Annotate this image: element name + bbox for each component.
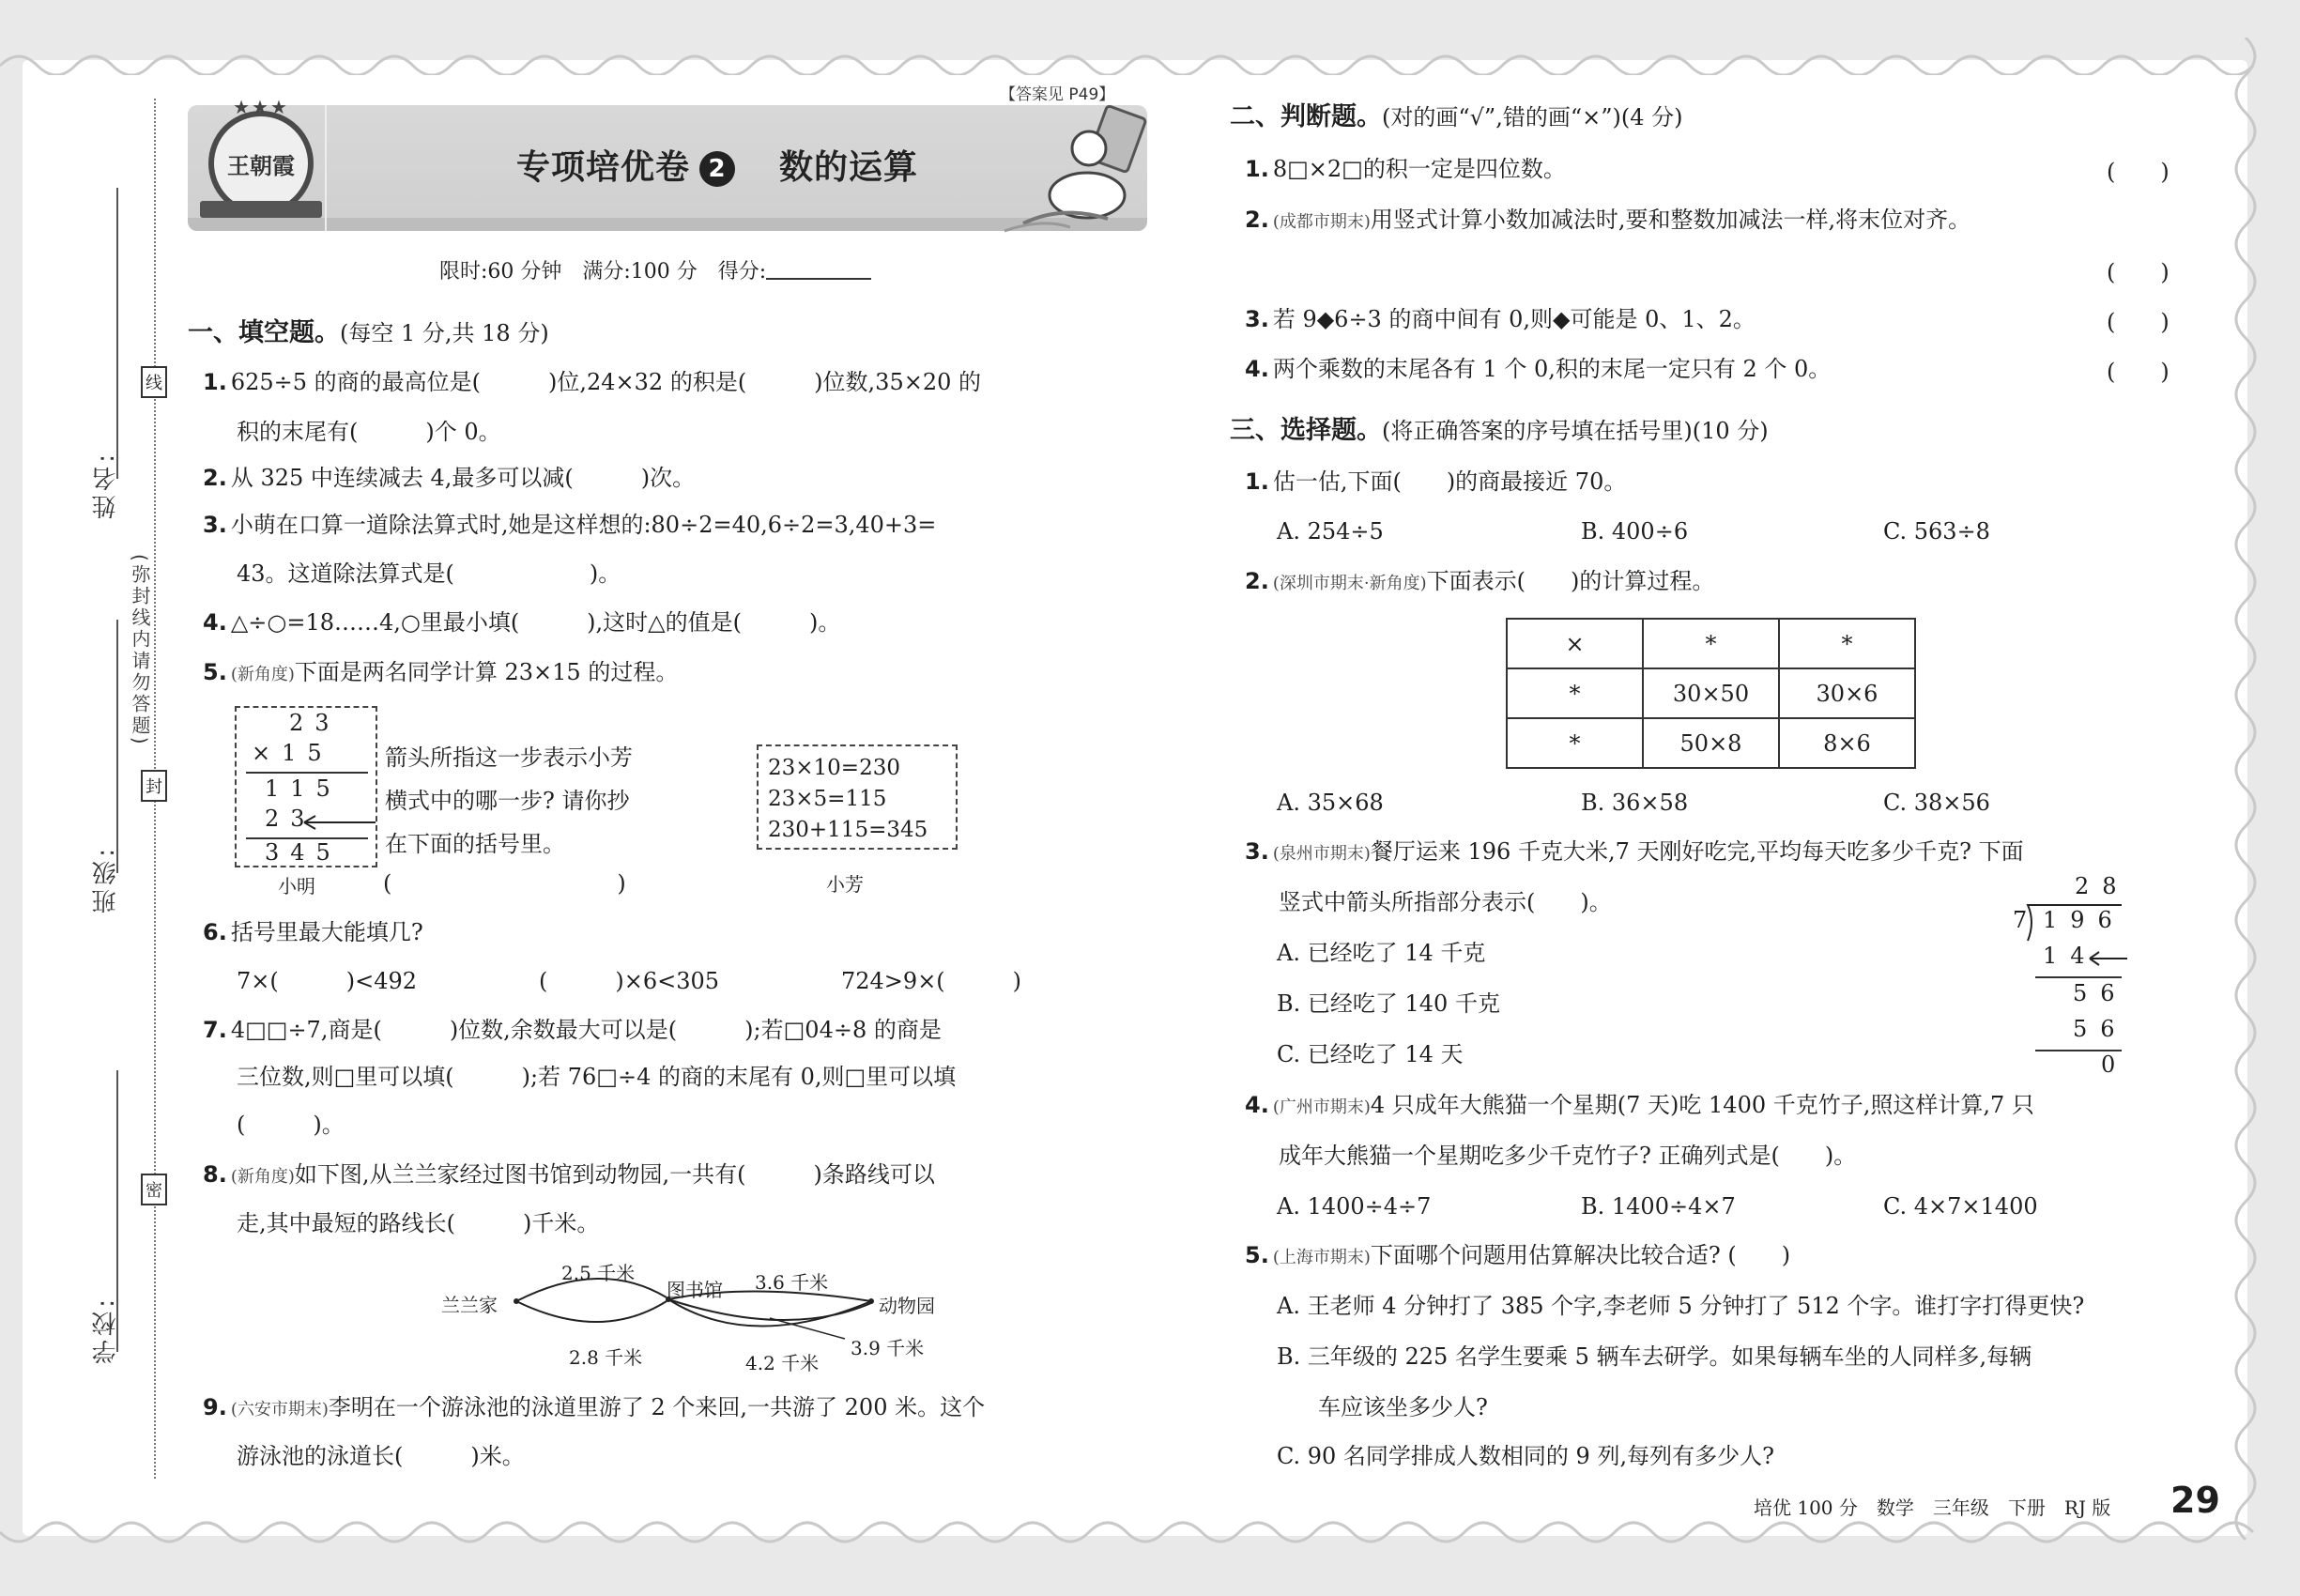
s3-q5-opt-b2: 车应该坐多少人? [1318, 1394, 1488, 1420]
q-number: 3. [203, 512, 227, 538]
section2-heading [1230, 101, 1682, 133]
q-number: 3. [1245, 838, 1269, 865]
answer-reference: 【答案见 P49】 [1000, 85, 1115, 104]
division-step1: 14 [2043, 943, 2098, 969]
s3-q5-opt-a[interactable]: A. 王老师 4 分钟打了 385 个字,李老师 5 分钟打了 512 个字。谁打字打得更快? [1277, 1293, 2085, 1319]
s3-q3-opt-b[interactable]: B. 已经吃了 140 千克 [1277, 990, 1500, 1017]
s3-q5 [1245, 1239, 1790, 1274]
seal-mi: 密 [141, 1174, 167, 1205]
section1-title: 一、填空题。 [188, 318, 340, 347]
logo-text: 王朝霞 [227, 151, 295, 179]
division-rule [2035, 976, 2122, 978]
s3-q3-line2: 竖式中箭头所指部分表示( )。 [1279, 889, 1612, 915]
q-number: 8. [203, 1161, 227, 1188]
s1-q4 [203, 606, 840, 638]
title-number-badge: 2 [699, 151, 735, 187]
q-number: 4. [203, 609, 227, 636]
q-number: 4. [1245, 356, 1269, 382]
q2-text: 从 325 中连续减去 4,最多可以减( )次。 [230, 465, 696, 491]
s1-q7-line2: 三位数,则□里可以填( );若 76□÷4 的商的末尾有 0,则□里可以填 [237, 1064, 957, 1090]
section3-heading [1230, 415, 1769, 447]
class-label: 班级: [92, 845, 120, 913]
section2-title: 二、判断题。 [1230, 102, 1382, 131]
q5-answer-blank[interactable]: ( ) [383, 870, 626, 897]
s3-q3-opt-a[interactable]: A. 已经吃了 14 千克 [1277, 940, 1486, 966]
seal-xian: 线 [141, 366, 167, 398]
table-cell: 50×8 [1643, 718, 1779, 768]
wavy-top-edge [0, 38, 2300, 75]
s3-q1 [1245, 466, 1626, 498]
q6-item-c: 724>9×( ) [841, 968, 1022, 994]
s1-q5 [203, 656, 678, 691]
xm-row: 115 [265, 775, 342, 802]
s1-q9-line1 [203, 1391, 985, 1426]
page-title [516, 141, 918, 189]
s3-q4-tag: (广州市期末) [1272, 1097, 1371, 1117]
brand-logo [208, 96, 314, 216]
q-number: 7. [203, 1017, 227, 1043]
q-number: 5. [1245, 1242, 1269, 1268]
exam-meta [439, 255, 871, 284]
wavy-bottom-edge [0, 1521, 2300, 1558]
table-cell: * [1779, 619, 1915, 668]
s3-q3-opt-c[interactable]: C. 已经吃了 14 天 [1277, 1041, 1464, 1067]
judge-blank[interactable]: ( ) [2107, 259, 2170, 285]
judge-blank[interactable]: ( ) [2107, 159, 2170, 185]
division-remainder: 0 [2101, 1051, 2129, 1078]
xiaoming-calculation [235, 706, 377, 867]
section2-hint: (对的画“√”,错的画“×”)(4 分) [1382, 104, 1683, 130]
s3-q5-text: 下面哪个问题用估算解决比较合适? ( ) [1370, 1242, 1791, 1268]
arrow-left-icon [2086, 948, 2129, 969]
route-d4: 4.2 千米 [745, 1352, 820, 1374]
route-d5: 3.9 千米 [851, 1337, 925, 1359]
q-number: 2. [1245, 568, 1269, 594]
school-label: 学校: [92, 1296, 120, 1364]
exam-meta-text: 限时:60 分钟 满分:100 分 得分: [439, 260, 767, 284]
s1-q3-line1 [203, 509, 936, 541]
section3-title: 三、选择题。 [1230, 416, 1382, 445]
s1-q7-line1 [203, 1014, 942, 1046]
s2-q4 [1245, 353, 1831, 385]
s3-q2-opt-a[interactable]: A. 35×68 [1277, 790, 1384, 816]
arrow-left-icon [300, 813, 377, 832]
table-row [1507, 718, 1915, 768]
s3-q3-line1 [1245, 836, 2024, 870]
q-number: 9. [203, 1394, 227, 1420]
xf-row: 230+115=345 [768, 818, 928, 842]
q-number: 6. [203, 919, 227, 945]
title-suffix: 数的运算 [779, 148, 919, 187]
route-d2: 2.8 千米 [569, 1346, 643, 1369]
s2-q4-text: 两个乘数的末尾各有 1 个 0,积的末尾一定只有 2 个 0。 [1272, 356, 1832, 382]
division-divisor: 7 [2013, 907, 2041, 933]
s2-q2-tag: (成都市期末) [1272, 212, 1371, 232]
xiaoming-label: 小明 [278, 875, 315, 898]
seal-feng: 封 [141, 770, 167, 802]
table-cell: 8×6 [1779, 718, 1915, 768]
multiplication-table [1506, 618, 1916, 769]
logo-ribbon [200, 201, 322, 218]
s2-q1-text: 8□×2□的积一定是四位数。 [1272, 156, 1566, 182]
s1-q6 [203, 916, 423, 948]
s3-q4-line1 [1245, 1089, 2034, 1124]
s3-q1-opt-b[interactable]: B. 400÷6 [1581, 518, 1689, 545]
s3-q4-opt-c[interactable]: C. 4×7×1400 [1883, 1193, 2038, 1220]
route-end: 动物园 [879, 1295, 935, 1317]
s3-q4-line2: 成年大熊猫一个星期吃多少千克竹子? 正确列式是( )。 [1279, 1143, 1857, 1169]
xiaofang-label: 小芳 [826, 873, 864, 896]
route-d3: 3.6 千米 [755, 1271, 829, 1294]
s1-q8-line2: 走,其中最短的路线长( )千米。 [237, 1210, 600, 1236]
table-cell: * [1643, 619, 1779, 668]
q5-explain-2: 横式中的哪一步? 请你抄 [385, 788, 630, 814]
page-number: 29 [2170, 1480, 2220, 1521]
q7-text-a: 4□□÷7,商是( )位数,余数最大可以是( );若□04÷8 的商是 [230, 1017, 942, 1043]
s1-q1-line1 [203, 366, 981, 398]
division-dividend: 196 [2043, 907, 2125, 933]
xf-row: 23×5=115 [768, 787, 887, 811]
s3-q5-opt-c[interactable]: C. 90 名同学排成人数相同的 9 列,每列有多少人? [1277, 1443, 1774, 1469]
crown-icon: ★★★ [233, 96, 289, 118]
s1-q8-line1 [203, 1159, 935, 1193]
xiaofang-calculation [757, 744, 958, 850]
wavy-right-edge [2234, 38, 2272, 1558]
name-label: 姓名: [92, 451, 120, 519]
xm-row: 23 [289, 710, 341, 736]
route-mid: 图书馆 [667, 1279, 723, 1301]
q6-text: 括号里最大能填几? [230, 919, 423, 945]
table-cell: * [1507, 718, 1643, 768]
q-number: 4. [1245, 1092, 1269, 1118]
q5-explain-1: 箭头所指这一步表示小芳 [385, 744, 633, 771]
s1-q3-line2: 43。这道除法算式是( )。 [237, 560, 621, 587]
s2-q1 [1245, 153, 1566, 185]
q-number: 2. [203, 465, 227, 491]
q1-text-a: 625÷5 的商的最高位是( )位,24×32 的积是( )位数,35×20 的 [230, 369, 981, 395]
xm-row: 345 [265, 839, 342, 866]
xm-row: ×15 [252, 740, 333, 766]
s3-q2-opt-b[interactable]: B. 36×58 [1581, 790, 1689, 816]
s1-q1-line2: 积的末尾有( )个 0。 [237, 419, 501, 445]
title-prefix: 专项培优卷 [516, 148, 691, 187]
route-start: 兰兰家 [441, 1294, 498, 1316]
q8-tag: (新角度) [230, 1167, 295, 1187]
s3-q3-text-a: 餐厅运来 196 千克大米,7 天刚好吃完,平均每天吃多少千克? 下面 [1370, 838, 2024, 865]
division-step2: 56 [2073, 980, 2128, 1006]
banner-divider [325, 105, 327, 231]
q8-text-a: 如下图,从兰兰家经过图书馆到动物园,一共有( )条路线可以 [294, 1161, 935, 1188]
s2-q3 [1245, 303, 1756, 335]
footer-text: 培优 100 分 数学 三年级 下册 RJ 版 [1754, 1496, 2111, 1519]
q5-tag: (新角度) [230, 665, 295, 684]
s3-q5-opt-b1[interactable]: B. 三年级的 225 名学生要乘 5 辆车去研学。如果每辆车坐的人同样多,每辆 [1277, 1343, 2032, 1370]
s3-q1-text: 估一估,下面( )的商最接近 70。 [1272, 468, 1627, 495]
s3-q5-tag: (上海市期末) [1272, 1248, 1371, 1267]
q3-text-a: 小萌在口算一道除法算式时,她是这样想的:80÷2=40,6÷2=3,40+3= [230, 512, 937, 538]
q-number: 1. [203, 369, 227, 395]
judge-blank[interactable]: ( ) [2107, 359, 2170, 385]
q-number: 1. [1245, 468, 1269, 495]
division-quotient: 28 [2075, 873, 2130, 899]
xm-rule [246, 772, 368, 774]
q-number: 5. [203, 659, 227, 685]
s3-q2-text: 下面表示( )的计算过程。 [1426, 568, 1715, 594]
section1-hint: (每空 1 分,共 18 分) [340, 320, 549, 346]
q6-item-a: 7×( )<492 [237, 968, 418, 994]
s3-q2-opt-c[interactable]: C. 38×56 [1883, 790, 1990, 816]
q4-text: △÷○=18……4,○里最小填( ),这时△的值是( )。 [230, 609, 841, 636]
table-row [1507, 619, 1915, 668]
table-row [1507, 668, 1915, 718]
table-cell: 30×50 [1643, 668, 1779, 718]
q9-tag: (六安市期末) [230, 1400, 329, 1420]
s2-q2 [1245, 204, 1970, 238]
s3-q2 [1245, 565, 1714, 600]
xf-row: 23×10=230 [768, 756, 900, 780]
s3-q1-opt-a[interactable]: A. 254÷5 [1277, 518, 1384, 545]
s3-q4-text-a: 4 只成年大熊猫一个星期(7 天)吃 1400 千克竹子,照这样计算,7 只 [1370, 1092, 2034, 1118]
section3-hint: (将正确答案的序号填在括号里)(10 分) [1382, 418, 1769, 444]
judge-blank[interactable]: ( ) [2107, 309, 2170, 335]
q-number: 2. [1245, 207, 1269, 233]
q6-item-b: ( )×6<305 [539, 968, 720, 994]
route-d1: 2.5 千米 [561, 1262, 636, 1284]
division-step3: 56 [2073, 1016, 2128, 1042]
s3-q1-opt-c[interactable]: C. 563÷8 [1883, 518, 1990, 545]
s2-q3-text: 若 9◆6÷3 的商中间有 0,则◆可能是 0、1、2。 [1272, 306, 1756, 332]
s2-q2-text: 用竖式计算小数加减法时,要和整数加减法一样,将末位对齐。 [1370, 207, 1971, 233]
s1-q9-line2: 游泳池的泳道长( )米。 [237, 1443, 525, 1469]
s1-q7-line3: ( )。 [237, 1112, 345, 1138]
s3-q4-opt-b[interactable]: B. 1400÷4×7 [1581, 1193, 1736, 1220]
q5-text: 下面是两名同学计算 23×15 的过程。 [294, 659, 679, 685]
table-cell: 30×6 [1779, 668, 1915, 718]
score-blank[interactable] [766, 261, 871, 280]
s3-q3-tag: (泉州市期末) [1272, 844, 1371, 864]
section1-heading [188, 317, 549, 349]
table-cell: × [1507, 619, 1643, 668]
name-underline [116, 188, 118, 479]
q5-explain-3: 在下面的括号里。 [385, 831, 565, 857]
mascot-illustration-icon [986, 101, 1155, 233]
s3-q4-opt-a[interactable]: A. 1400÷4÷7 [1277, 1193, 1432, 1220]
class-underline [116, 620, 118, 873]
q-number: 3. [1245, 306, 1269, 332]
s1-q2 [203, 462, 695, 494]
q9-text-a: 李明在一个游泳池的泳道里游了 2 个来回,一共游了 200 米。这个 [328, 1394, 986, 1420]
s3-q2-tag: (深圳市期末·新角度) [1272, 574, 1427, 593]
table-cell: * [1507, 668, 1643, 718]
seal-note: (弥封线内请勿答题) [129, 554, 151, 747]
xm-row: 23 [265, 806, 316, 832]
q-number: 1. [1245, 156, 1269, 182]
